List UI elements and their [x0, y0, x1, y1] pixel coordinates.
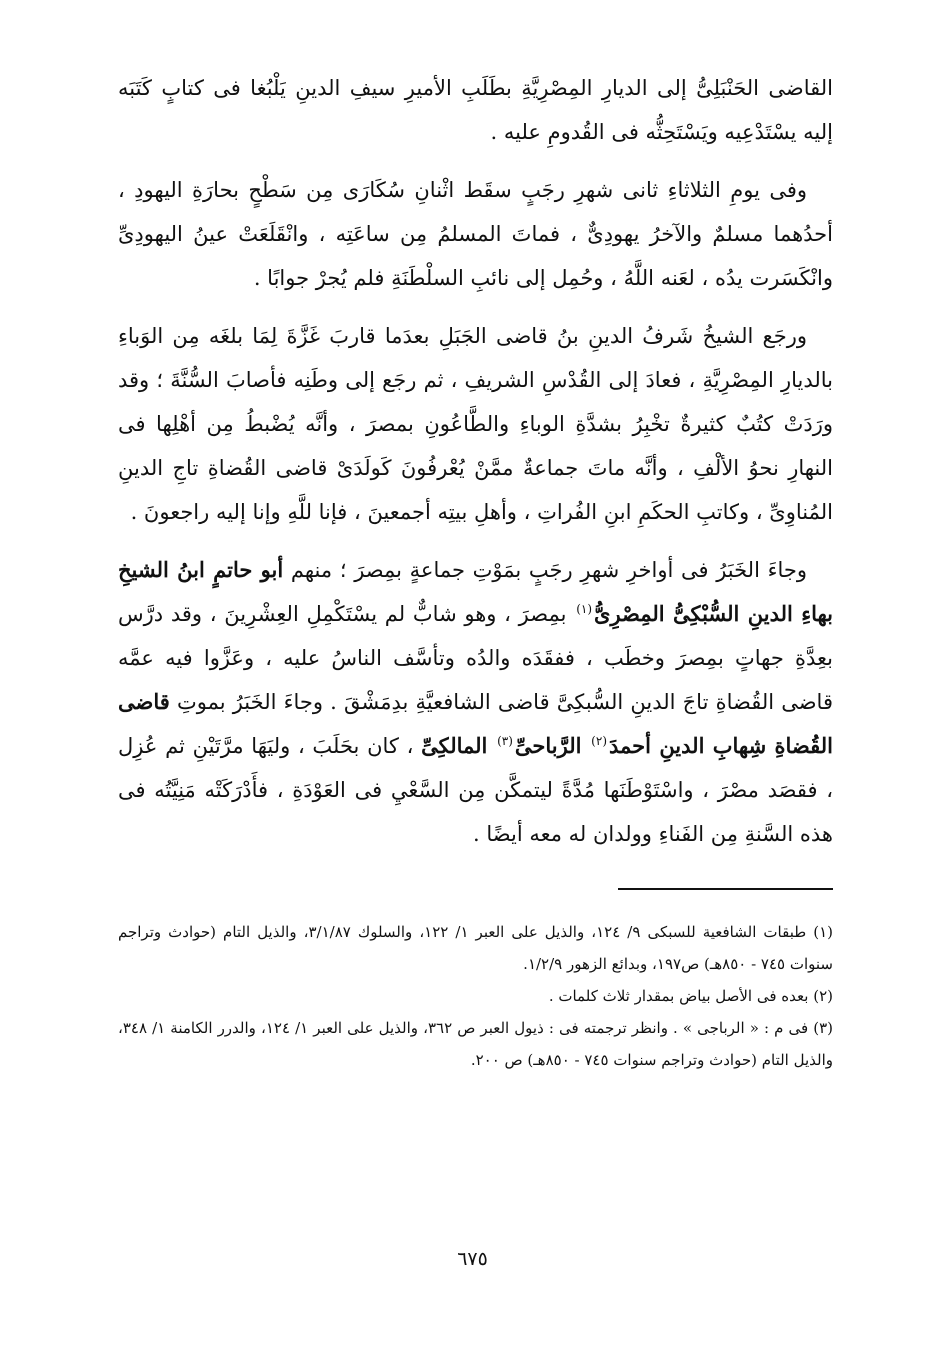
name-al-maliki: المالكِىِّ: [421, 733, 488, 758]
paragraph-2: [118, 168, 833, 300]
footnote-3: (٣) فى م : « الرباجى » . وانظر ترجمته فى : ذيول العبر ص ٣٦٢، والذيل على العبر ١/ ١٢٤، والدرر الكامنة ١/ ٣٤٨، والذيل التام (حوادث وتراجم سنوات ٧٤٥ - ٨٥٠هـ) ص ٢٠٠.: [118, 1019, 834, 1069]
footnote-2: (٢) بعده فى الأصل بياض بمقدار ثلاث كلمات .: [548, 987, 833, 1005]
name-shihab-al-din: قاضى القُضاةِ شِهابِ الدينِ أحمدَ: [118, 689, 833, 758]
footnote-ref-2: (٢): [591, 734, 607, 748]
footnote-1: (١) طبقات الشافعية للسبكى ٩/ ١٢٤، والذيل على العبر ١/ ١٢٢، والسلوك ٣/١/٨٧، والذيل التام (حوادث وتراجم سنوات ٧٤٥ - ٨٥٠هـ) ص١٩٧، وبدائع الزهور ١/٢/٩.: [118, 923, 833, 973]
paragraph-3: [118, 314, 833, 534]
paragraph-4-text-start: وجاءَ الخَبَرُ فى أواخرِ شهرِ رجَبٍ بمَوْتِ جماعةٍ بمِصرَ ؛ منهم: [283, 558, 807, 582]
name-abu-hatim: أبو حاتمٍ ابنُ الشيخِ بهاءِ الدينِ السُّبْكِىُّ المِصْرِىُّ: [118, 557, 833, 626]
footnote-ref-1: (١): [576, 602, 593, 616]
paragraph-4-text-end: ، كان بحَلَبَ ، وليَهَا مرَّتَيْنِ ثم عُزِل ، فقصَد مصْرَ ، واسْتَوْطَنَها مُدَّةً ليتمكَّن مِن السَّعْيِ فى العَوْدَةِ ، فأَدْرَكَتْه مَنِيَّتُه فى هذه السَّنةِ مِن الفَناءِ وولدان له معه أيضًا .: [118, 734, 833, 846]
paragraph-4: [118, 548, 833, 856]
footnote-ref-3: (٣): [497, 734, 513, 748]
page-number: ٦٧٥: [457, 1248, 488, 1270]
paragraph-1: [118, 66, 833, 154]
paragraph-1-text: القاضى الحَنْبَلِىُّ إلى الديارِ المِصْرِيَّةِ بطَلَبِ الأميرِ سيفِ الدينِ يَلْبُغا فى كتابٍ كَتَبَه إليه يسْتَدْعِيه ويَسْتَحِثُّه فى القُدومِ عليه .: [118, 76, 833, 144]
paragraph-2-text: وفى يومِ الثلاثاءِ ثانى شهرِ رجَبٍ سقَط اثْنانِ سُكَارَى مِن سَطْحٍ بحارَةِ اليهودِ ، أحدُهما مسلمٌ والآخرُ يهودِىٌّ ، فماتَ المسلمُ مِن ساعَتِه ، وانْقَلَعَتْ عينُ اليهودِىِّ وانْكَسَرت يدُه ، لعَنه اللَّهُ ، وحُمِل إلى نائبِ السلْطَنَةِ فلم يُجرْ جوابًا .: [118, 178, 833, 290]
footnote-separator: [618, 888, 833, 890]
paragraph-3-text: ورجَع الشيخُ شَرفُ الدينِ بنُ قاضى الجَبَلِ بعدَما قاربَ غَزَّةَ لِمَا بلغَه مِن الوَباءِ بالديارِ المِصْرِيَّةِ ، فعادَ إلى القُدْسِ الشريفِ ، ثم رجَع إلى وطَنِه فأصابَ السُّنَّةَ ؛ وقد ورَدَتْ كتُبٌ كثيرةٌ تخْبِرُ بشدَّةِ الوباءِ والطَّاعُونِ بمصرَ ، وأنَّه يُضْبطُ مِن أهْلِها فى النهارِ نحوُ الألْفِ ، وأنَّه ماتَ جماعةٌ ممَّنْ يُعْرفُونَ كَولَدَىْ قاضى القُضاةِ تاجِ الدينِ المُناوِىِّ ، وكاتبِ الحكَمِ ابنِ الفُراتِ ، وأهلِ بيتِه أجمعينَ ، فإنا للَّهِ وإنا إليه راجعونَ .: [118, 324, 833, 524]
name-al-rabahi: الرَّباحىِّ: [514, 733, 582, 758]
paragraph-4-space-2: [487, 734, 495, 758]
paragraph-4-text-middle: بمِصرَ ، وهو شابٌّ لم يسْتَكْمِلِ العِشْرِينَ ، وقد درَّس بعِدَّةِ جهاتٍ بمِصرَ وخطَب ، ففقَدَه والدُه وتأسَّف الناسُ عليه ، وعَزَّوا فيه عمَّه قاضى القُضاةِ تاجَ الدينِ السُّبكِىَّ قاضى الشافعيَّةِ بدِمَشْقَ . وجاءَ الخَبَرُ بموتِ: [118, 602, 833, 714]
